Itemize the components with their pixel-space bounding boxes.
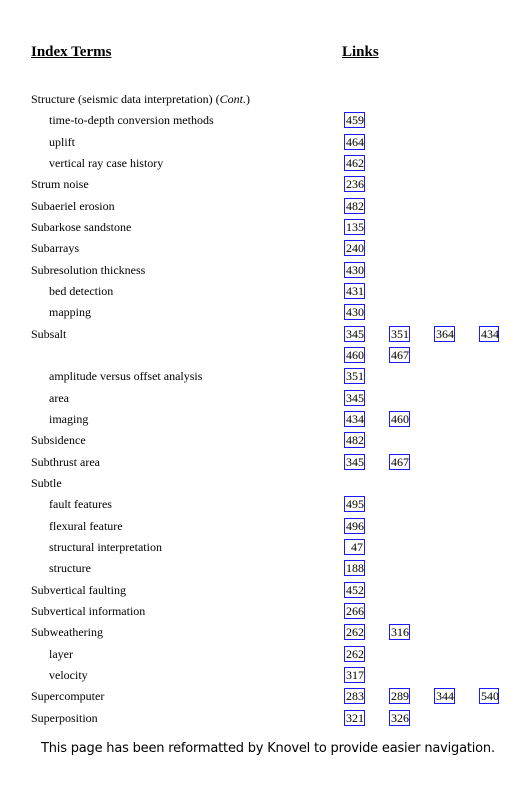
page-link[interactable]: 467 [391,347,409,362]
index-entry-row [0,474,531,494]
index-term: Subtle [31,475,62,490]
index-term: Subresolution thickness [31,262,146,277]
sub-term: area [49,390,69,405]
index-entry-row [0,239,531,259]
page-link[interactable]: 540 [481,689,499,704]
index-term: Subarkose sandstone [31,219,132,234]
page-link[interactable]: 434 [346,411,364,426]
page-link[interactable]: 495 [346,497,364,512]
index-entry-row [0,538,531,558]
page-link[interactable]: 188 [346,561,364,576]
page-link[interactable]: 345 [346,454,364,469]
index-entry-row [0,666,531,686]
sub-term: time-to-depth conversion methods [49,113,214,128]
index-terms-header: Index Terms [31,44,112,60]
sub-term: flexural feature [49,518,123,533]
index-entry-row [0,559,531,579]
page-link[interactable]: 317 [346,667,364,682]
page-link[interactable]: 236 [346,177,364,192]
page-link[interactable]: 316 [391,625,409,640]
index-entry-row [0,197,531,217]
page-link[interactable]: 431 [346,283,364,298]
index-entry-row [0,346,531,366]
page-link[interactable]: 462 [346,155,364,170]
page-link[interactable]: 459 [346,113,364,128]
sub-term: velocity [49,667,88,682]
page-link[interactable]: 496 [346,518,364,533]
index-term: Subvertical information [31,603,146,618]
index-entry-row [0,111,531,131]
page-link[interactable]: 47 [344,539,365,555]
index-entry-row [0,687,531,707]
index-entry-row [0,175,531,195]
index-term: Subthrust area [31,454,100,469]
page-link[interactable]: 351 [391,326,409,341]
sub-term: bed detection [49,283,114,298]
page-link[interactable]: 364 [436,326,454,341]
index-entry-row [0,261,531,281]
page-link[interactable]: 345 [346,390,364,405]
index-entry-row [0,581,531,601]
index-entry-row [0,133,531,153]
page-link[interactable]: 135 [346,219,364,234]
page-link[interactable]: 321 [346,710,364,725]
page-link[interactable]: 262 [346,625,364,640]
index-entry-row [0,389,531,409]
page-link[interactable]: 430 [346,262,364,277]
sub-term: fault features [49,497,112,512]
index-term: Structure (seismic data interpretation) (Cont.) [31,92,250,106]
sub-term: structure [49,561,91,576]
index-entry-row [0,325,531,345]
index-entry-row [0,154,531,174]
page-link[interactable]: 289 [391,689,409,704]
index-term: Supercomputer [31,689,105,704]
index-term: Subarrays [31,241,79,256]
index-term: Subvertical faulting [31,582,126,597]
page-link[interactable]: 326 [391,710,409,725]
sub-term: uplift [49,134,75,149]
knovel-footer-note: This page has been reformatted by Knovel to provide easier navigation. [41,741,495,756]
index-entry-row [0,645,531,665]
index-entry-row [0,602,531,622]
index-entry-row [0,410,531,430]
index-entry-row [0,367,531,387]
page-link[interactable]: 240 [346,241,364,256]
page-link[interactable]: 434 [481,326,499,341]
index-entry-row [0,90,531,110]
index-term: Subsalt [31,326,67,341]
page-link[interactable]: 464 [346,134,364,149]
sub-term: structural interpretation [49,539,162,554]
links-header: Links [342,44,379,60]
term-italic: Cont. [219,92,246,106]
page-link[interactable]: 482 [346,198,364,213]
sub-term: mapping [49,305,91,320]
index-entry-row [0,623,531,643]
sub-term: vertical ray case history [49,155,164,170]
index-entry-row [0,303,531,323]
index-entry-row [0,431,531,451]
index-term: Strum noise [31,177,89,192]
index-term: Subsidence [31,433,86,448]
page-link[interactable]: 351 [346,369,364,384]
page-link[interactable]: 452 [346,582,364,597]
sub-term: layer [49,646,73,661]
index-entry-row [0,282,531,302]
sub-term: amplitude versus offset analysis [49,369,203,384]
index-entry-row [0,517,531,537]
page-link[interactable]: 482 [346,433,364,448]
page-link[interactable]: 460 [391,411,409,426]
index-entry-row [0,453,531,473]
index-term: Subweathering [31,625,103,640]
index-entry-row [0,495,531,515]
page-link[interactable]: 262 [346,646,364,661]
page-link[interactable]: 344 [436,689,454,704]
page-link[interactable]: 467 [391,454,409,469]
index-entry-row [0,709,531,729]
page-link[interactable]: 460 [346,347,364,362]
index-term: Superposition [31,710,98,725]
page-link[interactable]: 283 [346,689,364,704]
sub-term: imaging [49,411,89,426]
page-link[interactable]: 430 [346,305,364,320]
page-link[interactable]: 266 [346,603,364,618]
index-term: Subaeriel erosion [31,198,115,213]
index-entry-row [0,218,531,238]
page-link[interactable]: 345 [346,326,364,341]
